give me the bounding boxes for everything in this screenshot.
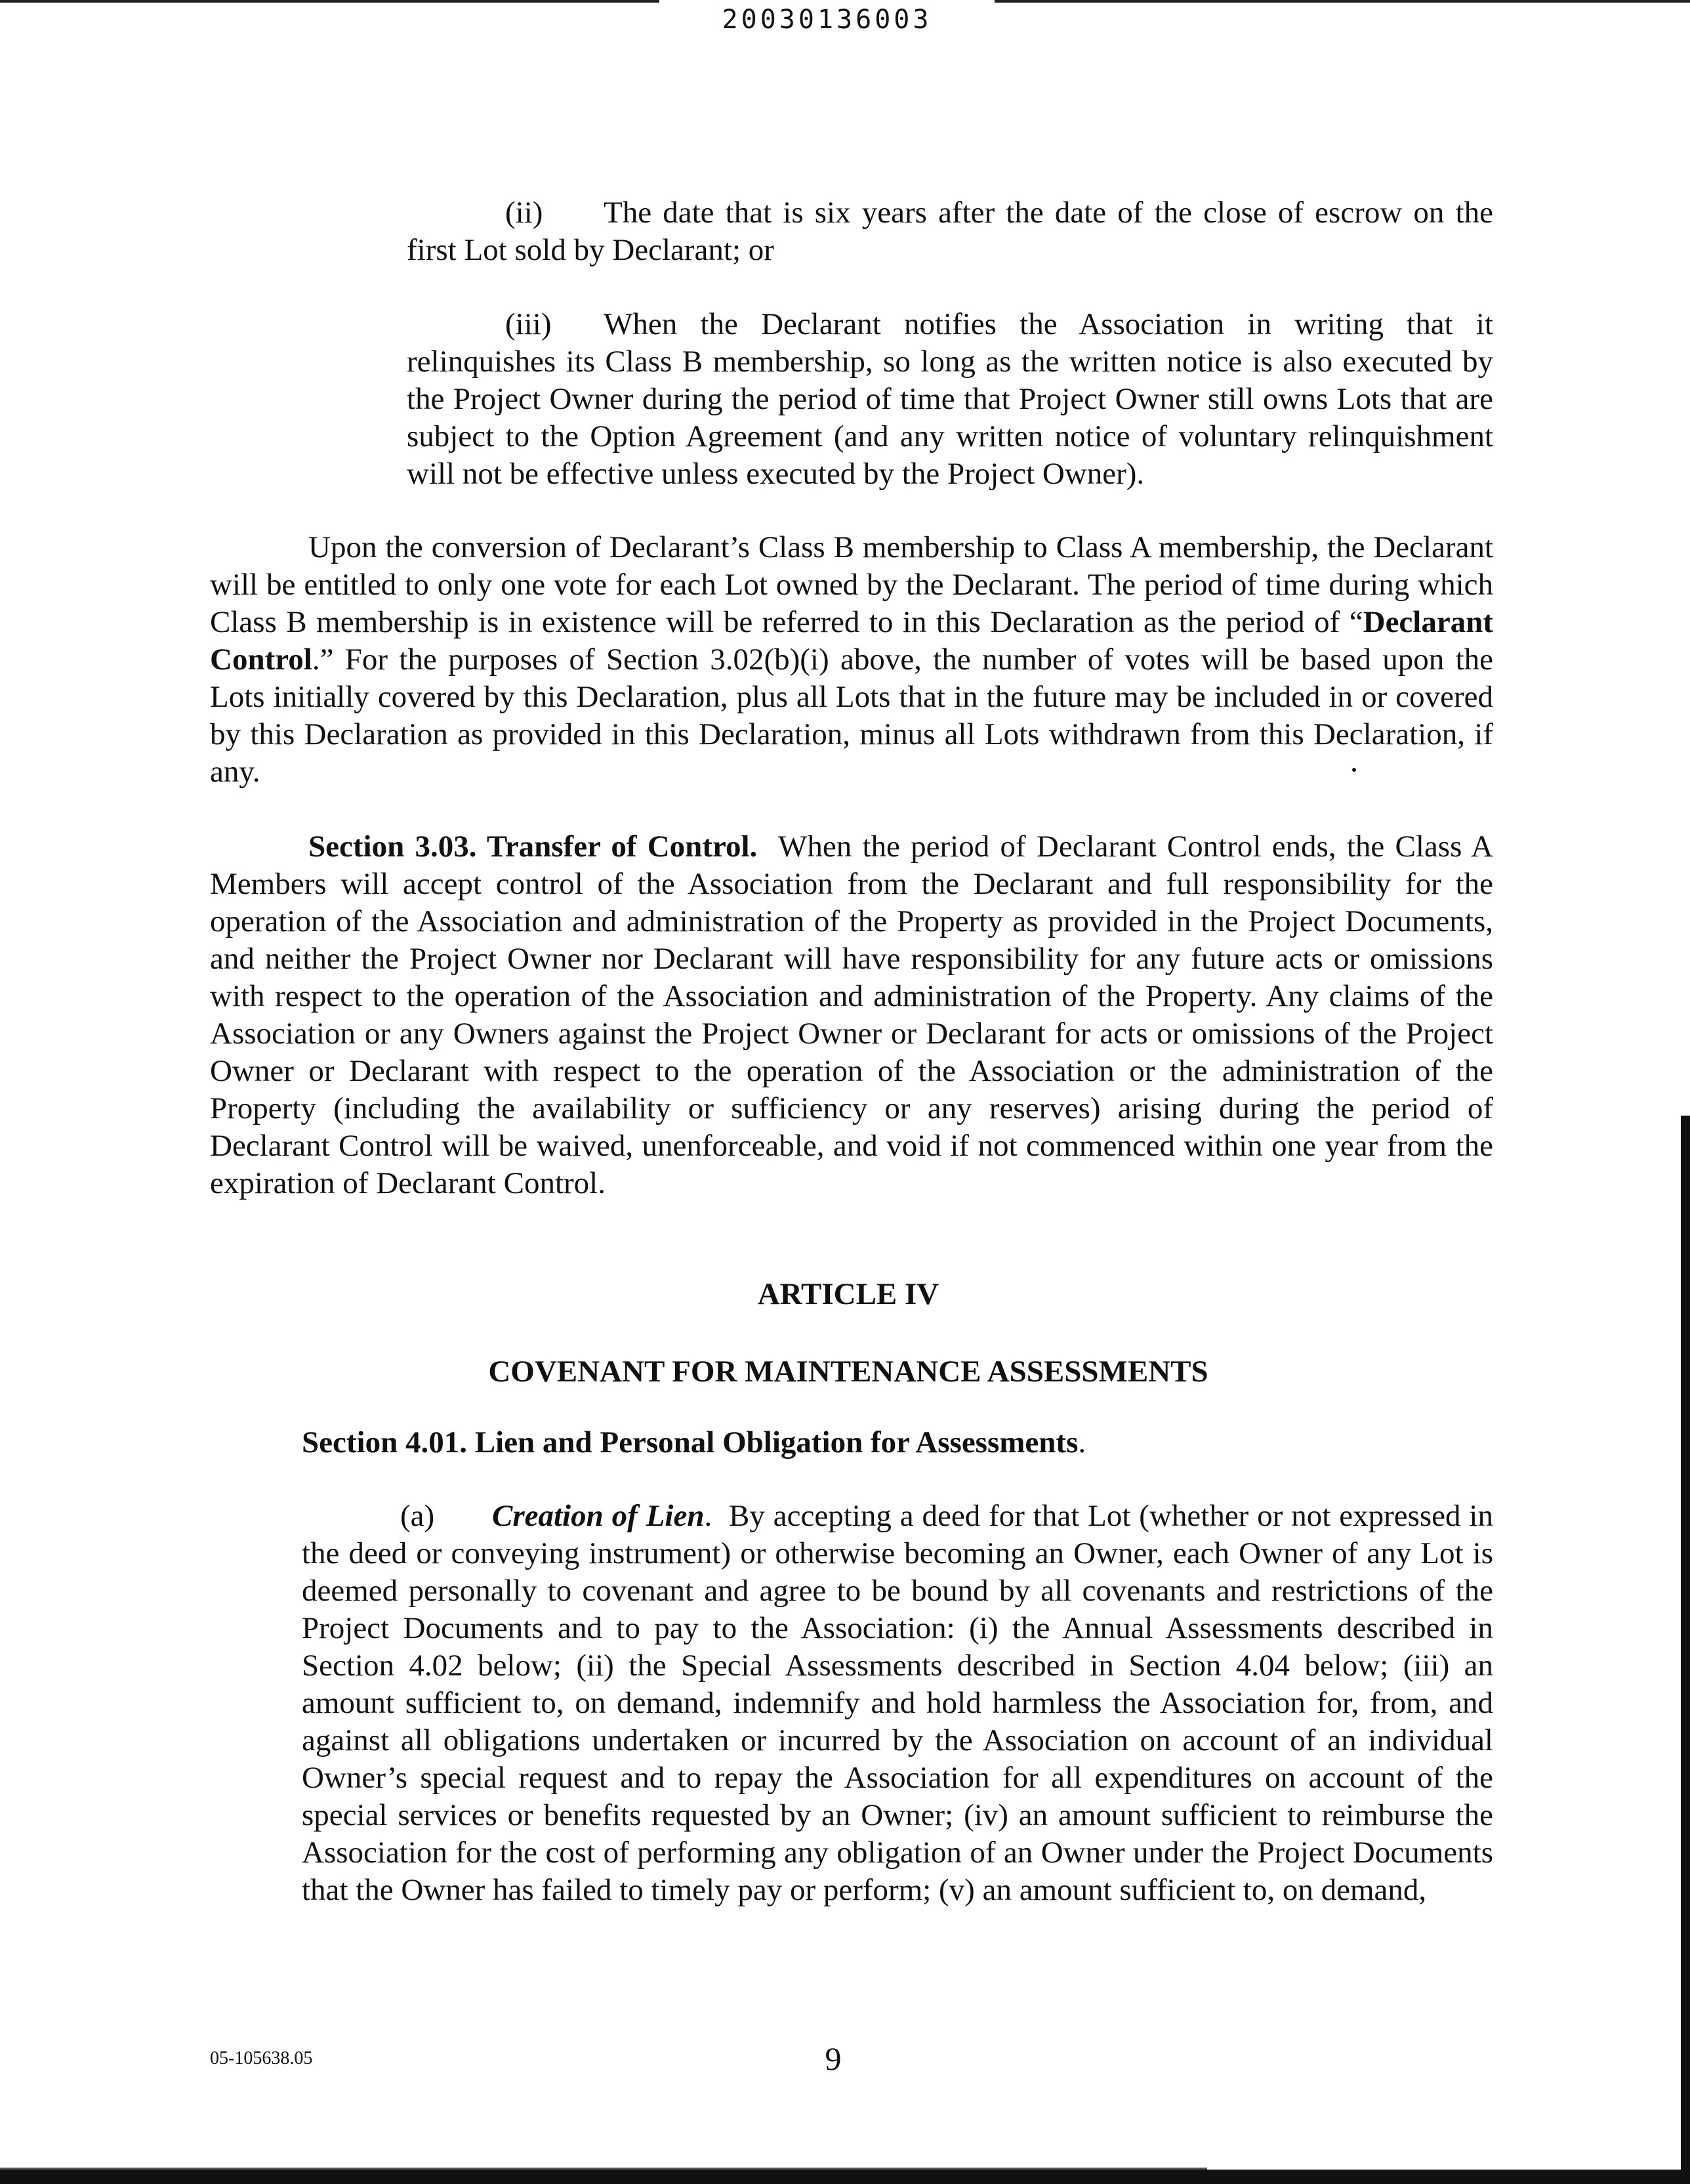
paragraph-ii-label: (ii) — [505, 196, 543, 230]
paragraph-a-title: Creation of Lien — [492, 1499, 705, 1533]
scan-bottom-edge — [0, 2170, 1690, 2184]
footer-page-number: 9 — [825, 2040, 842, 2077]
paragraph-upon-text-before: Upon the conversion of Declarant’s Class B membership to Class A membership, the Declarant will be entitled to only one vote for each Lot owned by the Declarant. The period of time during which Class B membership is in existence will be referred to in this Declaration as the period of “ — [210, 530, 1493, 639]
paragraph-a-text: By accepting a deed for that Lot (whether or not expressed in the deed or conveying instrument) or otherwise becoming an Owner, each Owner of any Lot is deemed personally to covenant and agree to be bound by all covenants and restrictions of the Project Documents and to pay to the Association: (i) the Annual Assessments described in Section 4.02 below; (ii) the Special Assessments described in Section 4.04 below; (iii) an amount sufficient to, on demand, indemnify and hold harmless the Association for, from, and against all obligations undertaken or incurred by the Association on account of an individual Owner’s special request and to repay the Association for all expenditures on account of the special services or benefits requested by an Owner; (iv) an amount sufficient to reimburse the Association for the cost of performing any obligation of an Owner under the Project Documents that the Owner has failed to timely pay or perform; (v) an amount sufficient to, on demand, — [302, 1499, 1493, 1907]
paragraph-a-label: (a) — [400, 1499, 435, 1533]
scan-dot-mark — [1352, 768, 1356, 772]
article-title: ARTICLE IV — [757, 1277, 939, 1311]
document-number: 20030136003 — [722, 5, 932, 35]
paragraph-a-title-end: . — [704, 1499, 712, 1533]
section-4-01-heading — [302, 1424, 1086, 1461]
section-3-03 — [210, 828, 1493, 1202]
section-3-03-text: When the period of Declarant Control ends, the Class A Members will accept control of the Association from the Declarant and full responsibility for the operation of the Association and administration of the Property as provided in the Project Documents, and neither the Project Owner nor Declarant will have responsibility for any future acts or omissions with respect to the operation of the Association and administration of the Property. Any claims of the Association or any Owners against the Project Owner or Declarant for acts or omissions of the Project Owner or Declarant with respect to the operation of the Association or the administration of the Property (including the availability or sufficiency or any reserves) arising during the period of Declarant Control will be waived, unenforceable, and void if not commenced within one year from the expiration of Declarant Control. — [210, 830, 1493, 1200]
paragraph-declarant-conversion — [210, 529, 1493, 791]
paragraph-ii-text: The date that is six years after the date of the close of escrow on the first Lot sold by Declarant; or — [407, 196, 1493, 267]
paragraph-iii — [407, 306, 1493, 493]
declarant-control-term: Declarant Control — [210, 605, 1493, 677]
paragraph-upon-text-after: .” For the purposes of Section 3.02(b)(i) above, the number of votes will be based upon the Lots initially covered by this Declaration, plus all Lots that in the future may be included in or covered by this Declaration as provided in this Declaration, minus all Lots withdrawn from this Declaration, if any. — [210, 642, 1493, 789]
section-3-03-heading: Section 3.03. Transfer of Control. — [308, 830, 758, 864]
section-4-01-heading-text: Section 4.01. Lien and Personal Obligation for Assessments — [302, 1425, 1079, 1460]
top-rule-right — [995, 0, 1690, 3]
paragraph-iii-label: (iii) — [505, 307, 552, 341]
footer-document-code: 05-105638.05 — [210, 2048, 313, 2068]
scan-right-edge — [1681, 1116, 1690, 2184]
article-subtitle: COVENANT FOR MAINTENANCE ASSESSMENTS — [488, 1354, 1208, 1389]
top-rule-left — [0, 0, 659, 3]
section-4-01-heading-end: . — [1078, 1425, 1086, 1460]
paragraph-ii — [407, 194, 1493, 269]
paragraph-iii-text: When the Declarant notifies the Association in writing that it relinquishes its Class B membership, so long as the written notice is also executed by the Project Owner during the period of time that Project Owner still owns Lots that are subject to the Option Agreement (and any written notice of voluntary relinquishment will not be effective unless executed by the Project Owner). — [407, 307, 1493, 491]
paragraph-a-creation-of-lien — [302, 1498, 1493, 1909]
